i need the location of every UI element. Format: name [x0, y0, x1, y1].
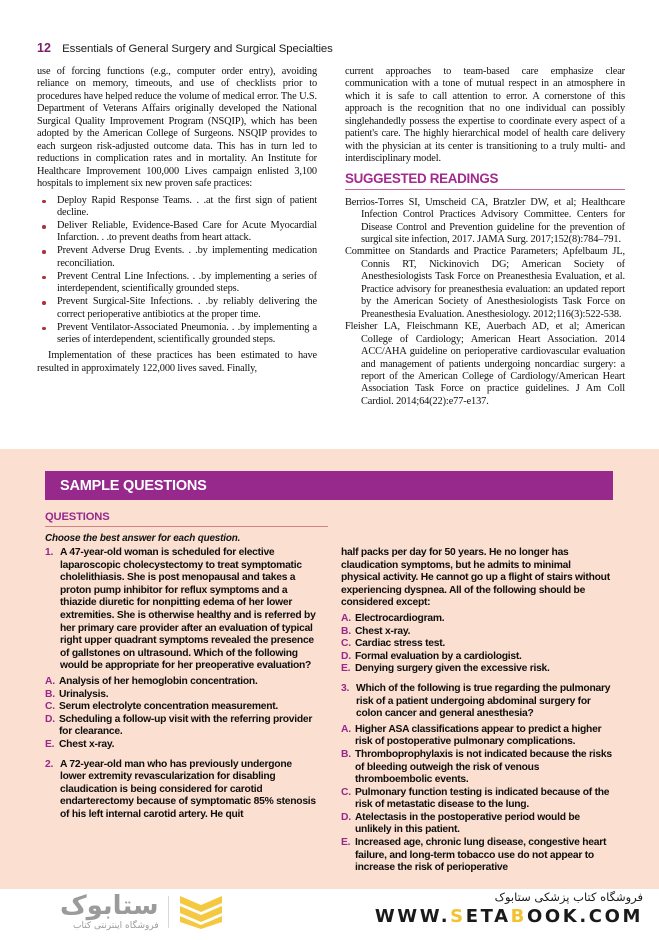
answer-choice[interactable] [341, 663, 612, 676]
safe-practices-list [37, 195, 317, 347]
question-2 [45, 759, 316, 822]
choice-text: Urinalysis. [59, 688, 109, 700]
answer-choice[interactable] [341, 638, 612, 651]
logo-wordmark-fa: ستابوک [60, 891, 159, 921]
setabook-logo[interactable] [60, 893, 224, 931]
choice-text: Electrocardiogram. [355, 612, 445, 624]
question-number: 1. [45, 547, 54, 558]
choice-text: Pulmonary function testing is indicated because of the risk of metastatic disease to the lung. [355, 786, 610, 811]
questions-right-column [341, 547, 612, 882]
logo-tagline-fa: فروشگاه اینترنتی کتاب [72, 921, 159, 931]
running-head [37, 41, 333, 55]
site-url-block[interactable] [375, 890, 643, 927]
choice-text: Increased age, chronic lung disease, congestive heart failure, and long-term tobacco use do not appear to increase the risk of perioperative [355, 837, 607, 874]
answer-choices [45, 676, 316, 752]
choice-text: Cardiac stress test. [355, 638, 446, 650]
choice-letter: A. [341, 723, 351, 735]
choice-letter: B. [341, 748, 351, 760]
list-item: Prevent Ventilator-Associated Pneumonia. . .by implementing a series of interdependent, scientifically grounded steps. [37, 322, 317, 347]
questions-columns [45, 547, 613, 882]
question-block [45, 759, 316, 822]
page-number: 12 [37, 41, 52, 55]
url-highlight-s: S [450, 906, 466, 927]
list-item: Deliver Reliable, Evidence-Based Care for Acute Myocardial Infarction. . .to prevent deaths from heart attack. [37, 220, 317, 245]
choice-text: Atelectasis in the postoperative period would be unlikely in this patient. [355, 811, 580, 836]
choice-letter: E. [341, 663, 351, 675]
question-block [341, 547, 612, 676]
question-stem: Which of the following is true regarding the pulmonary risk of a patient undergoing abdominal surgery for colon cancer and general anesthesia? [356, 682, 611, 720]
choice-letter: A. [45, 675, 55, 687]
choice-text: Thromboprophylaxis is not indicated because the risks of bleeding outweigh the risk of venous thromboembolic events. [355, 748, 612, 786]
choice-text: Higher ASA classifications appear to predict a higher risk of postoperative pulmonary complications. [355, 723, 602, 748]
choice-text: Chest x-ray. [59, 738, 115, 750]
reference-item: Fleisher LA, Fleischmann KE, Auerbach AD, et al; American College of Cardiology; American Heart Association. 2014 ACC/AHA guideline on perioperative cardiovascular evaluation and management of patients undergoing noncardiac surgery: a report of the American College of Cardiology/American Heart Association Task Force on practice guidelines. J Am Coll Cardiol. 2014;64(22):e77-e137. [345, 321, 625, 407]
question-stem: A 72-year-old man who has previously undergone lower extremity revascularization for disabling claudication is being considered for carotid endarterectomy because of symptomatic 85% stenosis of his left internal carotid artery. He quit [60, 758, 316, 820]
questions-left-column [45, 547, 316, 882]
answer-choice[interactable] [45, 739, 316, 752]
question-block [45, 547, 316, 752]
sample-questions-title: SAMPLE QUESTIONS [60, 477, 207, 494]
answer-choices [341, 724, 612, 875]
chevron-stack-icon [178, 895, 224, 929]
answer-choice[interactable] [341, 613, 612, 626]
questions-subheading-block [45, 511, 328, 544]
choice-letter: C. [45, 701, 55, 713]
answer-choices [341, 613, 612, 676]
question-stem: A 47-year-old woman is scheduled for elective laparoscopic cholecystectomy to treat symptomatic cholelithiasis. She is post menopausal and takes a proton pump inhibitor for reflux symptoms and a thiazide diuretic for nonpitting edema of her lower extremities. She is otherwise healthy and is referred by her primary care provider after an evaluation of typical right upper quadrant symptoms revealed the presence of gallstones on ultrasound. Which of the following would be appropriate for her preoperative evaluation? [60, 547, 316, 672]
choice-letter: A. [341, 612, 351, 624]
list-item: Prevent Surgical-Site Infections. . .by reliably delivering the correct perioperative antibiotics at the proper time. [37, 296, 317, 321]
sample-questions-title-bar [45, 471, 613, 500]
choice-letter: B. [45, 688, 55, 700]
list-item: Prevent Central Line Infections. . .by implementing a series of interdependent, scientifically grounded steps. [37, 271, 317, 296]
site-branding-banner [0, 889, 659, 940]
book-title: Essentials of General Surgery and Surgical Specialties [62, 43, 333, 55]
question-2-continued [341, 547, 612, 610]
answer-choice[interactable] [341, 626, 612, 639]
choice-letter: E. [45, 738, 55, 750]
question-stem: half packs per day for 50 years. He no longer has claudication symptoms, but he admits to minimal physical activity. He cannot go up a flight of stairs without experiencing dyspnea. All of the following should be considered except: [341, 547, 610, 609]
answer-choice[interactable] [45, 689, 316, 702]
questions-label: QUESTIONS [45, 511, 328, 527]
choice-text: Chest x-ray. [355, 625, 411, 637]
choice-text: Scheduling a follow-up visit with the referring provider for clearance. [59, 713, 313, 738]
paragraph-team-based-care: current approaches to team-based care emphasize clear communication with a tone of mutual respect in an atmosphere in which it is safe to call attention to error. A cornerstone of this approach is the recognition that no one individual can possibly singlehandedly possess the expertise to coordinate every aspect of a patient's care. The highly hierarchical model of health care delivery with the physician at its center is transitioning to a truly multi- and interdisciplinary model. [345, 66, 625, 165]
question-number: 2. [45, 758, 54, 770]
article-body [37, 66, 625, 441]
choice-text: Formal evaluation by a cardiologist. [355, 650, 522, 662]
choice-letter: C. [341, 786, 351, 798]
choice-text: Analysis of her hemoglobin concentration. [59, 675, 258, 687]
paragraph-continued: use of forcing functions (e.g., computer order entry), avoiding reliance on memory, timeouts, and use of checklists prior to procedures have helped reduce the volume of medical error. The U.S. Department of Veterans Affairs originally developed the National Surgical Quality Improvement Program (NSQIP), which has been adopted by the American College of Surgeons. NSQIP provides to each surgeon risk-adjusted outcome data. This has in turn led to reductions in complication rates and in mortality. An Institute for Healthcare Improvement 100,000 Lives campaign enlisted 3,100 hospitals to implement six new proven safe practices: [37, 66, 317, 190]
suggested-readings-heading: SUGGESTED READINGS [345, 171, 625, 190]
url-prefix: WWW. [374, 906, 451, 927]
choice-letter: D. [341, 650, 351, 662]
answer-choice[interactable] [45, 714, 316, 739]
site-tagline-fa: فروشگاه کتاب پزشکی ستابوک [494, 890, 643, 904]
article-right-column [345, 66, 625, 441]
choice-text: Denying surgery given the excessive risk. [355, 663, 550, 675]
answer-choice[interactable] [341, 787, 612, 812]
choice-letter: C. [341, 638, 351, 650]
list-item: Deploy Rapid Response Teams. . .at the first sign of patient decline. [37, 195, 317, 220]
questions-instruction: Choose the best answer for each question. [45, 533, 241, 544]
choice-text: Serum electrolyte concentration measurement. [59, 701, 279, 713]
choice-letter: D. [341, 811, 351, 823]
list-item: Prevent Adverse Drug Events. . .by implementing medication reconciliation. [37, 245, 317, 270]
choice-letter: B. [341, 625, 351, 637]
answer-choice[interactable] [341, 724, 612, 749]
choice-letter: E. [341, 837, 351, 849]
question-3 [341, 683, 612, 721]
answer-choice[interactable] [341, 749, 612, 787]
reference-item: Committee on Standards and Practice Parameters; Apfelbaum JL, Connis RT, Nickinovich DG; American Society of Anesthesiologists Task Force on Preanesthesia Evaluation, et al. Practice advisory for preanesthesia evaluation: an updated report by the American Society of Anesthesiologists Task Force on Preanesthesia Evaluation. Anesthesiology. 2012;116(3):522-538. [345, 246, 625, 320]
answer-choice[interactable] [341, 651, 612, 664]
article-left-column [37, 66, 317, 441]
sample-questions-section [0, 449, 659, 889]
url-eta: ETA [465, 906, 511, 927]
answer-choice[interactable] [341, 837, 612, 875]
question-number: 3. [341, 682, 350, 694]
url-suffix: OOK.COM [526, 906, 643, 927]
site-url[interactable] [375, 906, 643, 927]
choice-letter: D. [45, 713, 55, 725]
url-highlight-b: B [510, 906, 527, 927]
question-1 [45, 547, 316, 673]
question-block [341, 683, 612, 875]
reference-item: Berrios-Torres SI, Umscheid CA, Bratzler DW, et al; Healthcare Infection Control Practices Advisory Committee. Centers for Disease Control and Prevention guideline for the prevention of surgical site infection, 2017. JAMA Surg. 2017;152(8):784–791. [345, 196, 625, 245]
answer-choice[interactable] [45, 676, 316, 689]
logo-divider [168, 896, 169, 928]
paragraph-implementation: Implementation of these practices has been estimated to have resulted in approximately 122,000 lives saved. Finally, [37, 350, 317, 374]
answer-choice[interactable] [45, 701, 316, 714]
answer-choice[interactable] [341, 812, 612, 837]
